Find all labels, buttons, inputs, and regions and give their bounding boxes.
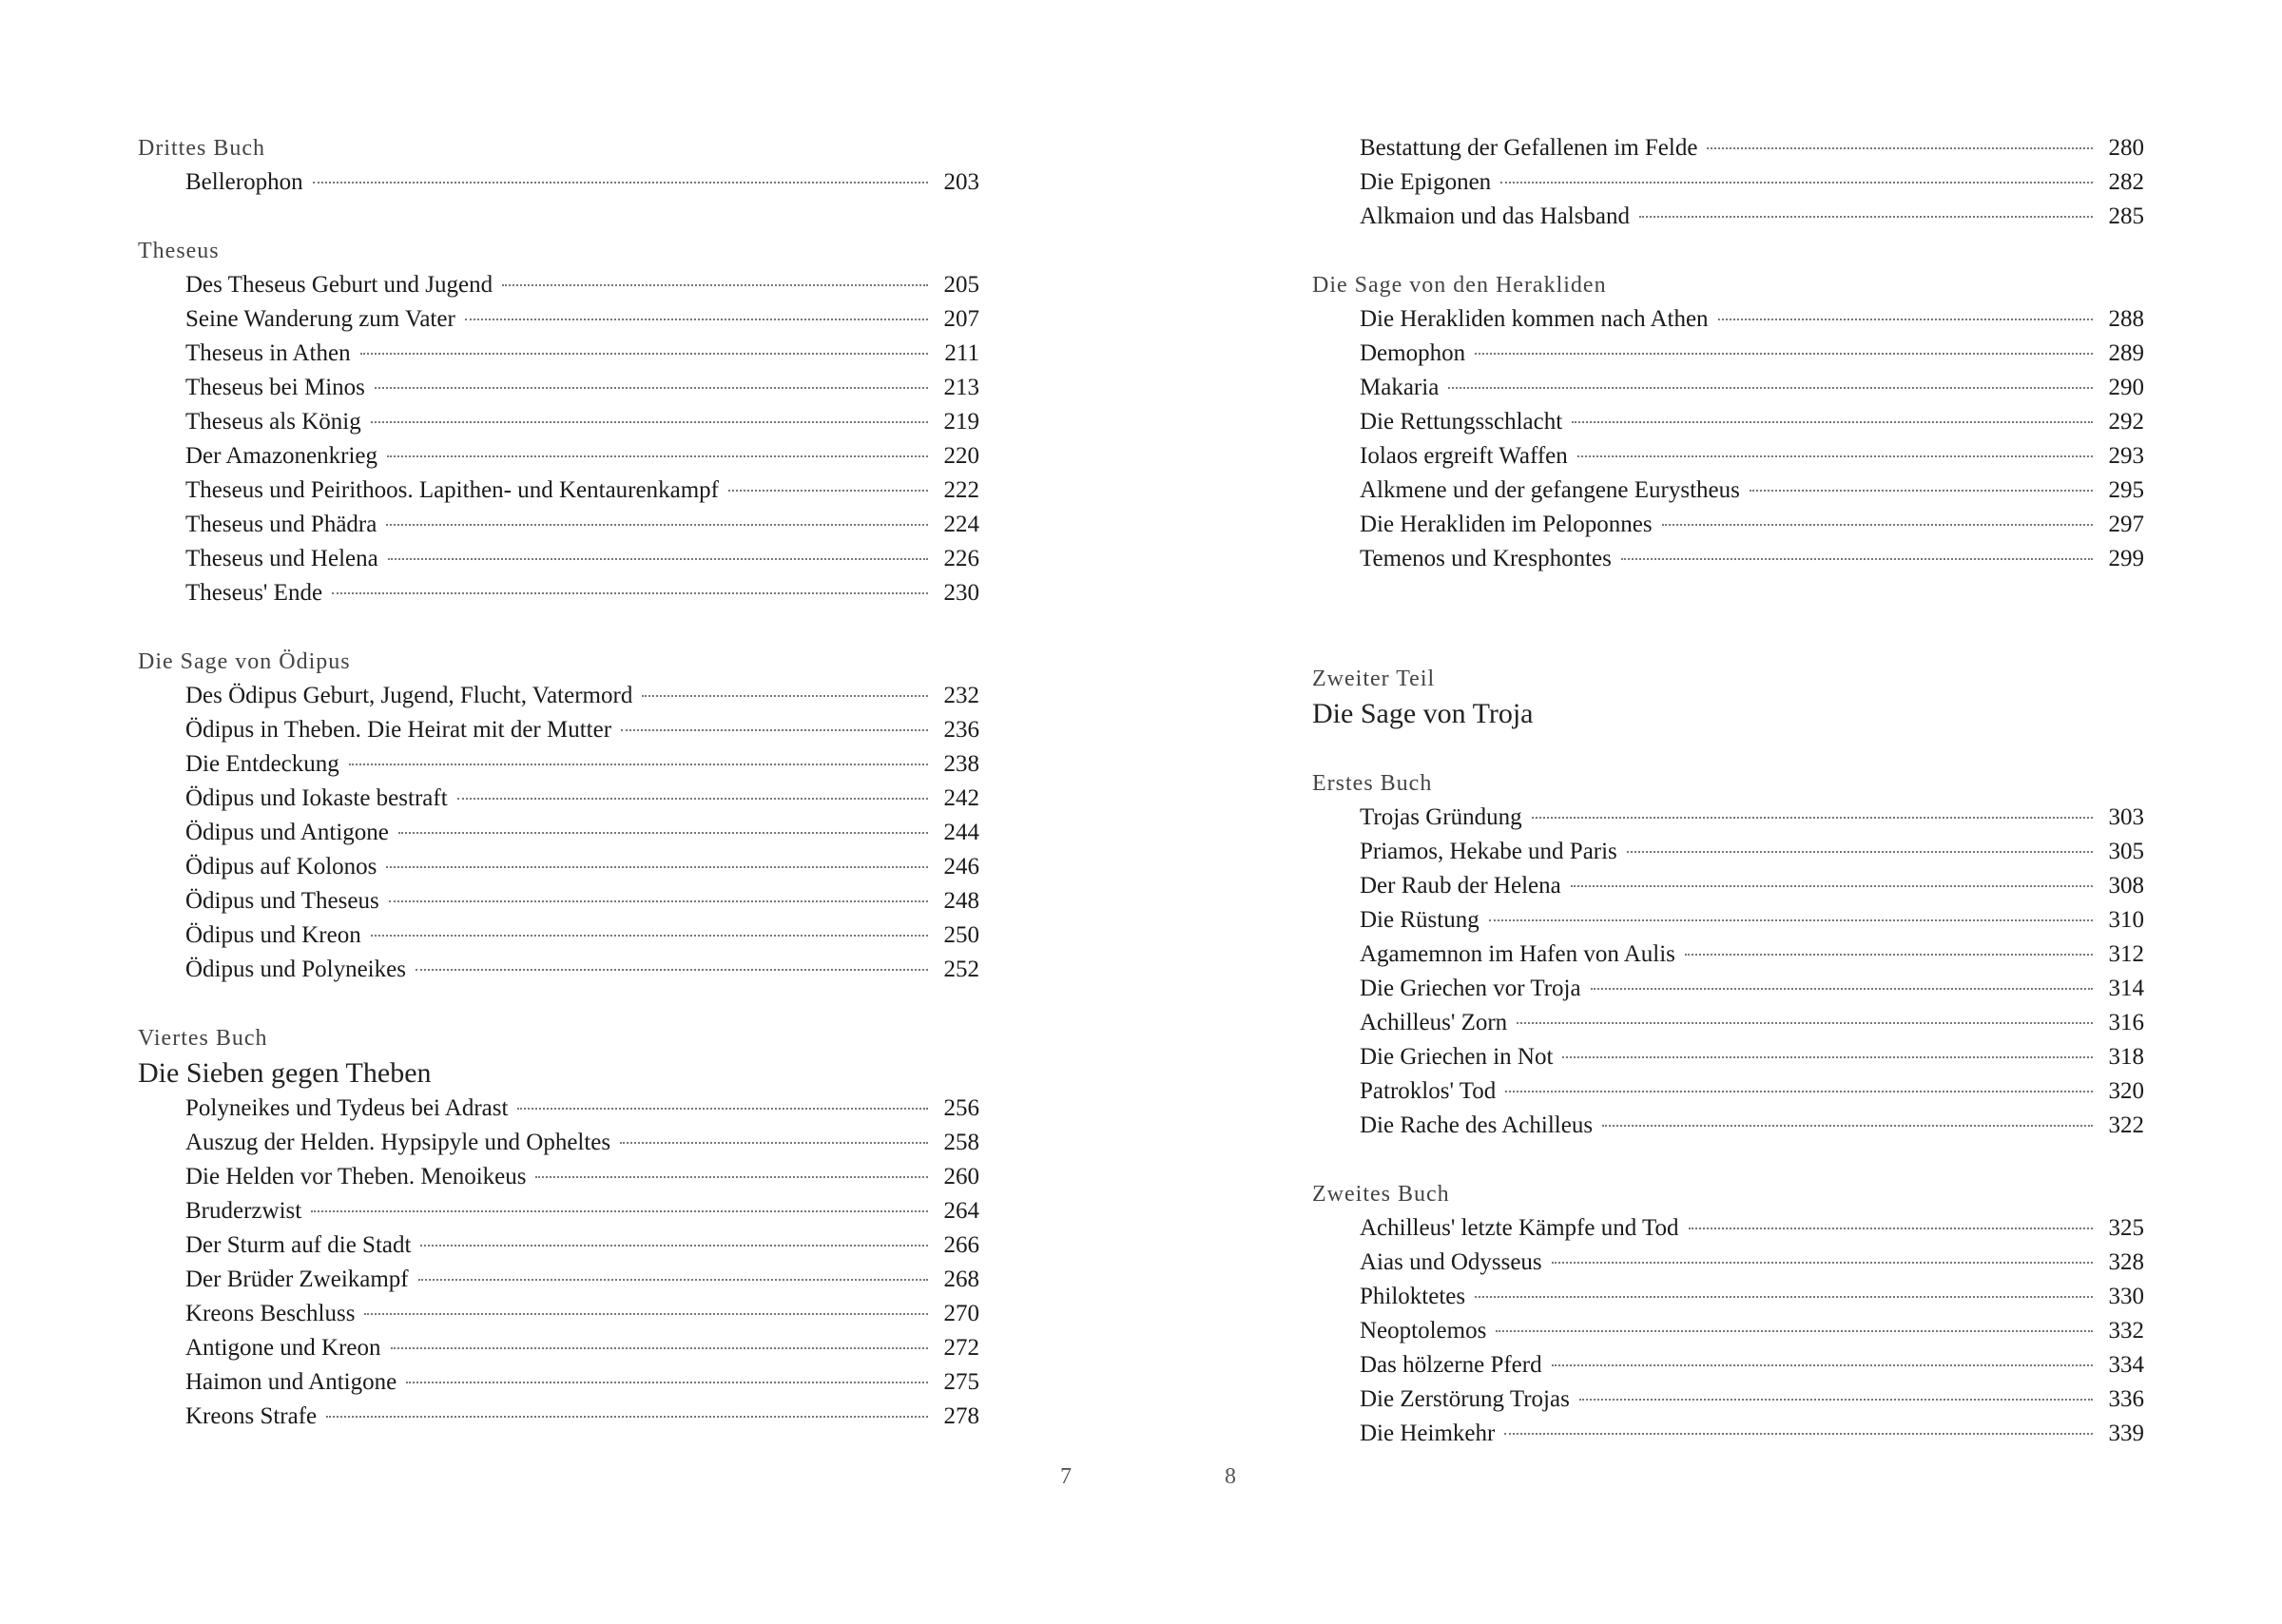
entry-page-number: 330 <box>2108 1284 2144 1309</box>
entry-page-number: 312 <box>2108 941 2144 967</box>
toc-entry <box>1312 1280 2144 1314</box>
dot-leader <box>313 182 928 184</box>
entry-page-number: 211 <box>944 340 979 366</box>
dot-leader <box>349 764 928 765</box>
entry-title: Die Rache des Achilleus <box>1360 1112 1594 1138</box>
entry-page-number: 297 <box>2108 512 2144 537</box>
toc-entry <box>138 371 979 405</box>
entry-title: Das hölzerne Pferd <box>1360 1352 1542 1378</box>
dot-leader <box>1572 421 2093 423</box>
entry-page-number: 320 <box>2108 1078 2144 1104</box>
toc-entry <box>1312 1382 2144 1417</box>
entry-title: Die Griechen in Not <box>1360 1044 1554 1070</box>
entry-page-number: 332 <box>2108 1318 2144 1344</box>
entry-title: Patroklos' Tod <box>1360 1078 1497 1104</box>
dot-leader <box>1532 817 2093 819</box>
section-title: Die Sieben gegen Theben <box>138 1057 432 1089</box>
section-label: Die Sage von Ödipus <box>138 649 351 674</box>
dot-leader <box>420 1245 928 1247</box>
dot-leader <box>360 353 928 355</box>
toc-entry <box>138 747 979 782</box>
entry-page-number: 260 <box>943 1164 979 1189</box>
entry-title: Ödipus und Theseus <box>185 888 379 914</box>
entry-page-number: 207 <box>943 306 979 332</box>
toc-entry <box>1312 542 2144 576</box>
entry-title: Ödipus und Iokaste bestraft <box>185 785 448 811</box>
entry-title: Die Griechen vor Troja <box>1360 976 1581 1001</box>
toc-entry <box>1312 337 2144 371</box>
entry-title: Der Sturm auf die Stadt <box>185 1232 412 1258</box>
entry-page-number: 213 <box>943 375 979 400</box>
entry-title: Antigone und Kreon <box>185 1335 381 1361</box>
entry-title: Makaria <box>1360 375 1440 400</box>
toc-entry <box>1312 1040 2144 1074</box>
toc-column-left <box>138 131 979 1468</box>
dot-leader <box>364 1313 928 1315</box>
dot-leader <box>416 969 928 971</box>
entry-page-number: 256 <box>943 1095 979 1121</box>
dot-leader <box>517 1108 928 1110</box>
entry-page-number: 238 <box>943 751 979 777</box>
entry-page-number: 295 <box>2108 477 2144 503</box>
toc-entry <box>1312 165 2144 200</box>
entry-page-number: 334 <box>2108 1352 2144 1378</box>
entry-title: Bellerophon <box>185 169 303 195</box>
toc-entry <box>138 1194 979 1228</box>
entry-page-number: 226 <box>943 546 979 571</box>
dot-leader <box>1517 1022 2093 1024</box>
toc-entry <box>138 1263 979 1297</box>
entry-page-number: 219 <box>943 409 979 435</box>
toc-entry <box>1312 302 2144 337</box>
toc-entry <box>1312 1348 2144 1382</box>
entry-page-number: 322 <box>2108 1112 2144 1138</box>
entry-page-number: 270 <box>943 1301 979 1326</box>
dot-leader <box>326 1416 928 1418</box>
entry-title: Des Theseus Geburt und Jugend <box>185 272 493 298</box>
dot-leader <box>388 558 928 560</box>
entry-title: Auszug der Helden. Hypsipyle und Opheltes <box>185 1130 611 1155</box>
dot-leader <box>1475 1296 2093 1298</box>
entry-page-number: 268 <box>943 1266 979 1292</box>
entry-title: Theseus und Peirithoos. Lapithen- und Kentaurenkampf <box>185 477 719 503</box>
section-label: Erstes Buch <box>1312 771 1433 796</box>
entry-title: Temenos und Kresphontes <box>1360 546 1612 571</box>
dot-leader <box>1707 147 2093 149</box>
dot-leader <box>642 695 928 697</box>
entry-title: Theseus in Athen <box>185 340 351 366</box>
entry-title: Achilleus' letzte Kämpfe und Tod <box>1360 1215 1679 1241</box>
entry-page-number: 282 <box>2108 169 2144 195</box>
entry-title: Trojas Gründung <box>1360 804 1522 830</box>
entry-title: Bruderzwist <box>185 1198 302 1224</box>
entry-page-number: 203 <box>943 169 979 195</box>
toc-entry <box>1312 371 2144 405</box>
dot-leader <box>1552 1364 2093 1366</box>
toc-section <box>1312 766 2144 1143</box>
toc-entry <box>138 713 979 747</box>
dot-leader <box>1562 1056 2093 1058</box>
dot-leader <box>1685 954 2093 956</box>
entry-title: Priamos, Hekabe und Paris <box>1360 839 1617 864</box>
dot-leader <box>1627 851 2093 853</box>
toc-entry <box>138 576 979 610</box>
entry-title: Der Amazonenkrieg <box>185 443 378 469</box>
entry-page-number: 250 <box>943 922 979 948</box>
entry-page-number: 292 <box>2108 409 2144 435</box>
toc-entry <box>138 679 979 713</box>
entry-title: Neoptolemos <box>1360 1318 1487 1344</box>
dot-leader <box>1504 1433 2093 1435</box>
entry-title: Theseus' Ende <box>185 580 323 606</box>
dot-leader <box>418 1279 928 1281</box>
entry-page-number: 242 <box>943 785 979 811</box>
toc-entry <box>138 918 979 953</box>
entry-page-number: 285 <box>2108 203 2144 229</box>
entry-page-number: 258 <box>943 1130 979 1155</box>
entry-page-number: 336 <box>2108 1386 2144 1412</box>
toc-entry <box>138 1126 979 1160</box>
dot-leader <box>1571 885 2093 887</box>
dot-leader <box>1662 524 2093 526</box>
toc-entry <box>1312 869 2144 903</box>
page-number-right: 8 <box>1225 1464 1236 1489</box>
dot-leader <box>371 421 928 423</box>
toc-entry <box>1312 1211 2144 1246</box>
dot-leader <box>1489 919 2093 921</box>
toc-section <box>1312 131 2144 234</box>
toc-entry <box>138 405 979 439</box>
entry-page-number: 303 <box>2108 804 2144 830</box>
toc-section <box>138 234 979 610</box>
entry-page-number: 299 <box>2108 546 2144 571</box>
toc-entry <box>138 1297 979 1331</box>
entry-title: Die Rettungsschlacht <box>1360 409 1563 435</box>
toc-entry <box>1312 131 2144 165</box>
entry-title: Ödipus und Antigone <box>185 820 389 845</box>
entry-title: Der Raub der Helena <box>1360 873 1561 899</box>
entry-title: Theseus und Phädra <box>185 512 377 537</box>
entry-page-number: 224 <box>943 512 979 537</box>
toc-entry <box>1312 801 2144 835</box>
entry-title: Alkmene und der gefangene Eurystheus <box>1360 477 1740 503</box>
entry-page-number: 222 <box>943 477 979 503</box>
entry-page-number: 220 <box>943 443 979 469</box>
entry-page-number: 230 <box>943 580 979 606</box>
section-label: Die Sage von den Herakliden <box>1312 273 1607 298</box>
entry-title: Ödipus und Kreon <box>185 922 361 948</box>
toc-entry <box>138 337 979 371</box>
entry-page-number: 278 <box>943 1403 979 1429</box>
dot-leader <box>387 455 928 457</box>
toc-entry <box>1312 1314 2144 1348</box>
entry-title: Die Herakliden im Peloponnes <box>1360 512 1653 537</box>
dot-leader <box>1639 216 2093 218</box>
dot-leader <box>371 935 928 937</box>
toc-entry <box>1312 508 2144 542</box>
toc-entry <box>1312 903 2144 938</box>
dot-leader <box>386 524 928 526</box>
entry-title: Polyneikes und Tydeus bei Adrast <box>185 1095 509 1121</box>
entry-page-number: 252 <box>943 957 979 982</box>
entry-page-number: 316 <box>2108 1010 2144 1035</box>
entry-page-number: 289 <box>2108 340 2144 366</box>
toc-section <box>138 1021 979 1434</box>
entry-page-number: 266 <box>943 1232 979 1258</box>
toc-entry <box>138 953 979 987</box>
entry-page-number: 275 <box>943 1369 979 1395</box>
toc-entry <box>1312 972 2144 1006</box>
entry-title: Philoktetes <box>1360 1284 1466 1309</box>
entry-title: Die Rüstung <box>1360 907 1479 933</box>
dot-leader <box>391 1347 928 1349</box>
toc-entry <box>1312 1246 2144 1280</box>
dot-leader <box>386 866 928 868</box>
entry-title: Alkmaion und das Halsband <box>1360 203 1630 229</box>
toc-entry <box>138 542 979 576</box>
dot-leader <box>389 900 928 902</box>
entry-page-number: 308 <box>2108 873 2144 899</box>
entry-page-number: 314 <box>2108 976 2144 1001</box>
dot-leader <box>621 729 928 731</box>
dot-leader <box>1448 387 2093 389</box>
toc-entry <box>1312 835 2144 869</box>
toc-entry <box>138 884 979 918</box>
toc-entry <box>1312 1417 2144 1451</box>
page-number-left: 7 <box>1060 1464 1072 1489</box>
entry-page-number: 236 <box>943 717 979 743</box>
toc-entry <box>138 1228 979 1263</box>
entry-page-number: 264 <box>943 1198 979 1224</box>
toc-entry <box>1312 938 2144 972</box>
toc-entry <box>138 268 979 302</box>
toc-entry <box>138 439 979 474</box>
section-label: Theseus <box>138 239 220 263</box>
dot-leader <box>406 1382 928 1383</box>
toc-entry <box>138 1092 979 1126</box>
entry-title: Kreons Beschluss <box>185 1301 356 1326</box>
entry-title: Theseus als König <box>185 409 361 435</box>
dot-leader <box>398 832 928 834</box>
entry-title: Aias und Odysseus <box>1360 1249 1542 1275</box>
entry-page-number: 305 <box>2108 839 2144 864</box>
dot-leader <box>1577 455 2093 457</box>
toc-entry <box>138 1160 979 1194</box>
entry-title: Der Brüder Zweikampf <box>185 1266 409 1292</box>
entry-page-number: 328 <box>2108 1249 2144 1275</box>
toc-entry <box>138 1331 979 1365</box>
dot-leader <box>620 1142 928 1144</box>
right-page <box>1141 0 2282 1624</box>
dot-leader <box>1621 558 2093 560</box>
entry-page-number: 246 <box>943 854 979 880</box>
entry-title: Theseus bei Minos <box>185 375 365 400</box>
toc-column-right <box>1312 131 2144 1485</box>
section-label: Drittes Buch <box>138 136 265 161</box>
entry-title: Achilleus' Zorn <box>1360 1010 1508 1035</box>
entry-title: Die Heimkehr <box>1360 1421 1496 1446</box>
section-title: Die Sage von Troja <box>1312 698 1534 729</box>
toc-entry <box>138 1400 979 1434</box>
entry-title: Ödipus und Polyneikes <box>185 957 406 982</box>
entry-page-number: 310 <box>2108 907 2144 933</box>
entry-title: Die Herakliden kommen nach Athen <box>1360 306 1709 332</box>
dot-leader <box>332 592 928 594</box>
entry-title: Seine Wanderung zum Vater <box>185 306 455 332</box>
entry-page-number: 293 <box>2108 443 2144 469</box>
toc-section <box>1312 1177 2144 1451</box>
entry-title: Agamemnon im Hafen von Aulis <box>1360 941 1675 967</box>
entry-page-number: 244 <box>943 820 979 845</box>
toc-entry <box>1312 200 2144 234</box>
entry-title: Die Zerstörung Trojas <box>1360 1386 1570 1412</box>
dot-leader <box>1602 1125 2093 1127</box>
toc-section <box>138 131 979 200</box>
toc-entry <box>1312 1109 2144 1143</box>
toc-entry <box>138 474 979 508</box>
entry-page-number: 205 <box>943 272 979 298</box>
section-label: Zweites Buch <box>1312 1182 1450 1207</box>
section-label: Zweiter Teil <box>1312 667 1436 691</box>
dot-leader <box>1475 353 2093 355</box>
toc-entry <box>1312 439 2144 474</box>
entry-title: Bestattung der Gefallenen im Felde <box>1360 135 1698 161</box>
dot-leader <box>465 319 928 320</box>
entry-title: Theseus und Helena <box>185 546 378 571</box>
entry-page-number: 288 <box>2108 306 2144 332</box>
toc-entry <box>1312 1074 2144 1109</box>
dot-leader <box>1505 1091 2093 1092</box>
dot-leader <box>1689 1228 2093 1229</box>
entry-page-number: 272 <box>943 1335 979 1361</box>
dot-leader <box>457 798 928 800</box>
entry-title: Die Epigonen <box>1360 169 1492 195</box>
entry-page-number: 339 <box>2108 1421 2144 1446</box>
dot-leader <box>1718 319 2093 320</box>
entry-page-number: 318 <box>2108 1044 2144 1070</box>
entry-title: Haimon und Antigone <box>185 1369 397 1395</box>
toc-entry <box>138 816 979 850</box>
dot-leader <box>1750 490 2093 492</box>
entry-title: Ödipus auf Kolonos <box>185 854 377 880</box>
entry-page-number: 232 <box>943 683 979 708</box>
entry-title: Kreons Strafe <box>185 1403 318 1429</box>
entry-title: Ödipus in Theben. Die Heirat mit der Mutter <box>185 717 612 743</box>
entry-page-number: 325 <box>2108 1215 2144 1241</box>
entry-page-number: 290 <box>2108 375 2144 400</box>
dot-leader <box>311 1210 928 1212</box>
toc-entry <box>138 1365 979 1400</box>
dot-leader <box>1496 1330 2093 1332</box>
dot-leader <box>1579 1399 2093 1401</box>
dot-leader <box>375 387 928 389</box>
toc-entry <box>1312 474 2144 508</box>
section-label: Viertes Buch <box>138 1026 268 1051</box>
toc-entry <box>138 782 979 816</box>
entry-page-number: 280 <box>2108 135 2144 161</box>
toc-section <box>1312 662 2144 732</box>
toc-entry <box>138 508 979 542</box>
entry-page-number: 248 <box>943 888 979 914</box>
toc-entry <box>138 850 979 884</box>
entry-title: Des Ödipus Geburt, Jugend, Flucht, Vatermord <box>185 683 633 708</box>
dot-leader <box>1552 1262 2093 1264</box>
dot-leader <box>728 490 928 492</box>
dot-leader <box>1591 988 2093 990</box>
toc-section <box>138 645 979 987</box>
toc-section <box>1312 268 2144 576</box>
toc-entry <box>138 165 979 200</box>
dot-leader <box>502 284 928 286</box>
entry-title: Demophon <box>1360 340 1466 366</box>
toc-entry <box>1312 1006 2144 1040</box>
dot-leader <box>1500 182 2093 184</box>
entry-title: Iolaos ergreift Waffen <box>1360 443 1568 469</box>
toc-entry <box>138 302 979 337</box>
toc-entry <box>1312 405 2144 439</box>
entry-title: Die Helden vor Theben. Menoikeus <box>185 1164 527 1189</box>
dot-leader <box>535 1176 928 1178</box>
entry-title: Die Entdeckung <box>185 751 339 777</box>
